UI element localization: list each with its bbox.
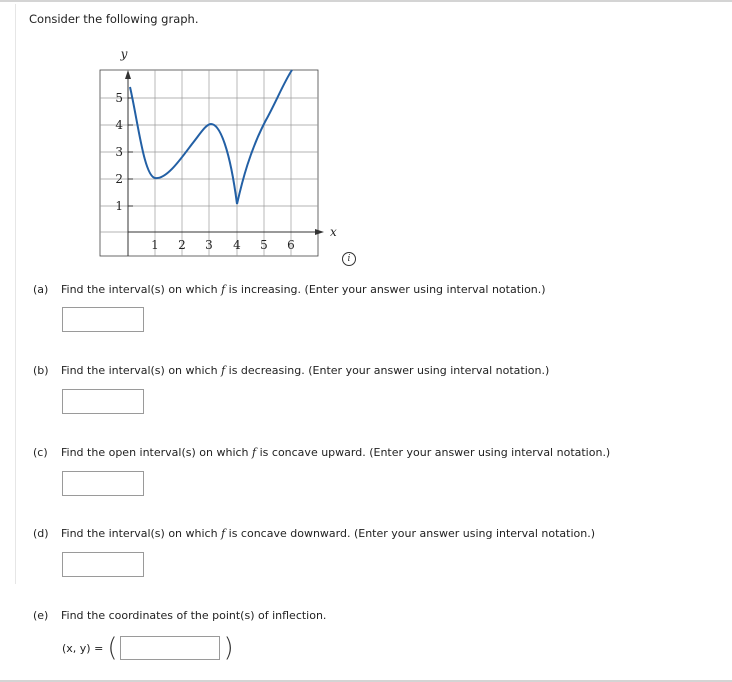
y-tick-label: 1 — [115, 199, 123, 213]
question-b-post: is decreasing. (Enter your answer using interval notation.) — [225, 364, 550, 377]
y-tick-label: 2 — [115, 172, 123, 186]
question-e-letter: (e) — [33, 609, 49, 622]
function-graph — [80, 42, 380, 274]
question-b-letter: (b) — [33, 364, 49, 377]
close-paren: ) — [223, 633, 234, 663]
question-b — [33, 364, 549, 377]
x-tick-label: 5 — [260, 238, 268, 252]
x-tick-label: 1 — [151, 238, 159, 252]
question-d-fn: f — [221, 527, 226, 540]
info-icon[interactable]: i — [342, 252, 356, 266]
coordinate-label: (x, y) = — [62, 641, 104, 655]
question-b-fn: f — [221, 364, 226, 377]
question-c — [33, 446, 610, 459]
question-a-letter: (a) — [33, 283, 49, 296]
answer-c-input[interactable] — [62, 471, 144, 496]
question-a-post: is increasing. (Enter your answer using interval notation.) — [225, 283, 546, 296]
y-tick-label: 3 — [115, 145, 123, 159]
question-c-fn: f — [252, 446, 257, 459]
top-divider — [0, 0, 732, 2]
intro-text: Consider the following graph. — [29, 12, 199, 26]
open-paren: ( — [107, 633, 118, 663]
answer-b-input[interactable] — [62, 389, 144, 414]
question-c-letter: (c) — [33, 446, 48, 459]
x-axis-arrow — [315, 229, 324, 235]
y-tick-label: 5 — [115, 91, 123, 105]
left-margin-rule — [15, 4, 16, 584]
x-axis-label: x — [330, 225, 337, 239]
x-tick-label: 3 — [205, 238, 213, 252]
question-a — [33, 283, 546, 296]
question-a-pre: Find the interval(s) on which — [61, 283, 222, 296]
question-e-pre: Find the coordinates of the point(s) of inflection. — [61, 609, 327, 622]
question-d-pre: Find the interval(s) on which — [61, 527, 222, 540]
answer-e-input[interactable] — [120, 636, 220, 660]
question-d — [33, 527, 595, 540]
answer-d-input[interactable] — [62, 552, 144, 577]
inflection-point-row — [62, 633, 234, 663]
question-b-pre: Find the interval(s) on which — [61, 364, 222, 377]
question-c-pre: Find the open interval(s) on which — [61, 446, 253, 459]
x-tick-label: 6 — [287, 238, 295, 252]
x-tick-label: 2 — [178, 238, 186, 252]
y-tick-label: 4 — [115, 118, 123, 132]
question-d-post: is concave downward. (Enter your answer using interval notation.) — [225, 527, 595, 540]
question-d-letter: (d) — [33, 527, 49, 540]
y-axis-label: y — [120, 47, 128, 61]
question-a-fn: f — [221, 283, 226, 296]
x-tick-label: 4 — [233, 238, 241, 252]
question-c-post: is concave upward. (Enter your answer using interval notation.) — [256, 446, 611, 459]
question-e — [33, 609, 326, 622]
answer-a-input[interactable] — [62, 307, 144, 332]
